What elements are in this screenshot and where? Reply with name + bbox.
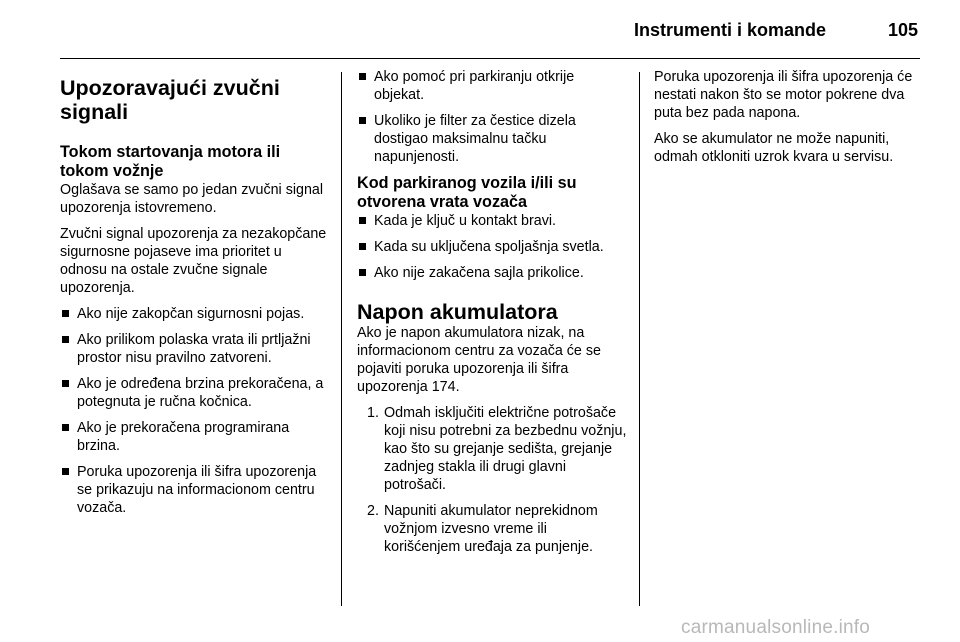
- subsection-title-starting-driving: Tokom startovanja motora ili tokom vožnje: [60, 143, 281, 180]
- page-number: 105: [887, 20, 918, 40]
- list-item-text: Ako nije zakačena sajla prikolice.: [374, 265, 584, 281]
- list-item: [60, 305, 330, 323]
- list-item: [367, 502, 627, 556]
- list-item: [60, 375, 330, 411]
- list-item-text: Poruka upozorenja ili šifra upozorenja se prikazuju na informacionom centru vozača.: [77, 464, 317, 516]
- bullet-list: [357, 68, 627, 166]
- list-item-text: Odmah isključiti električne potrošače koji nisu potrebni za bezbednu vožnju, kao što su grejanje sedišta, grejanje zadnjeg stakla ili drugi glavni potrošači.: [384, 405, 627, 493]
- bullet-icon: [62, 310, 69, 317]
- bullet-icon: [62, 424, 69, 431]
- list-item: [357, 264, 627, 282]
- bullet-icon: [62, 380, 69, 387]
- list-item: [367, 404, 627, 494]
- header-rule: [60, 58, 920, 59]
- column-2: [357, 68, 627, 564]
- column-1: [60, 68, 330, 525]
- list-item: [60, 419, 330, 455]
- paragraph: Ako je napon akumulatora nizak, na informacionom centru za vozača će se pojaviti poruka upozorenja ili šifra upozorenja 174.: [357, 325, 601, 395]
- list-item: [60, 331, 330, 367]
- section-title-battery-voltage: Napon akumulatora: [357, 300, 558, 324]
- step-number: 1.: [367, 405, 379, 421]
- paragraph: Zvučni signal upozorenja za nezakopčane sigurnosne pojaseve ima prioritet u odnosu na ostale zvučne signale upozorenja.: [60, 226, 327, 296]
- bullet-list: [60, 305, 330, 517]
- list-item: [357, 212, 627, 230]
- paragraph: Ako se akumulator ne može napuniti, odmah otkloniti uzrok kvara u servisu.: [654, 131, 894, 165]
- list-item-text: Ukoliko je filter za čestice dizela dostigao maksimalnu tačku napunjenosti.: [374, 113, 576, 165]
- step-number: 2.: [367, 503, 379, 519]
- bullet-list: [357, 212, 627, 282]
- list-item: [60, 463, 330, 517]
- header-title: Instrumenti i komande: [633, 20, 826, 40]
- list-item-text: Ako je prekoračena programirana brzina.: [77, 420, 290, 454]
- bullet-icon: [62, 336, 69, 343]
- bullet-icon: [359, 117, 366, 124]
- paragraph: Oglašava se samo po jedan zvučni signal upozorenja istovremeno.: [60, 182, 324, 216]
- list-item-text: Ako je određena brzina prekoračena, a potegnuta je ručna kočnica.: [77, 376, 324, 410]
- bullet-icon: [359, 269, 366, 276]
- watermark: carmanualsonline.info: [681, 617, 871, 638]
- list-item: [357, 238, 627, 256]
- list-item: [357, 68, 627, 104]
- bullet-icon: [62, 468, 69, 475]
- paragraph: Poruka upozorenja ili šifra upozorenja će nestati nakon što se motor pokrene dva puta bez pada napona.: [654, 69, 913, 121]
- column-divider-1: [341, 72, 342, 606]
- bullet-icon: [359, 243, 366, 250]
- list-item-text: Napuniti akumulator neprekidnom vožnjom izvesno vreme ili korišćenjem uređaja za punjenje.: [384, 503, 598, 555]
- bullet-icon: [359, 217, 366, 224]
- numbered-list: [357, 404, 627, 556]
- column-3: [654, 68, 929, 174]
- list-item-text: Ako prilikom polaska vrata ili prtljažni prostor nisu pravilno zatvoreni.: [77, 332, 311, 366]
- column-divider-2: [639, 72, 640, 606]
- list-item-text: Ako pomoć pri parkiranju otkrije objekat.: [374, 69, 575, 103]
- subsection-title-parked-vehicle: Kod parkiranog vozila i/ili su otvorena vrata vozača: [357, 174, 577, 211]
- list-item: [357, 112, 627, 166]
- section-title-warning-chimes: Upozoravajući zvučni signali: [60, 76, 280, 124]
- bullet-icon: [359, 73, 366, 80]
- list-item-text: Kada je ključ u kontakt bravi.: [374, 213, 556, 229]
- list-item-text: Ako nije zakopčan sigurnosni pojas.: [77, 306, 305, 322]
- list-item-text: Kada su uključena spoljašnja svetla.: [374, 239, 604, 255]
